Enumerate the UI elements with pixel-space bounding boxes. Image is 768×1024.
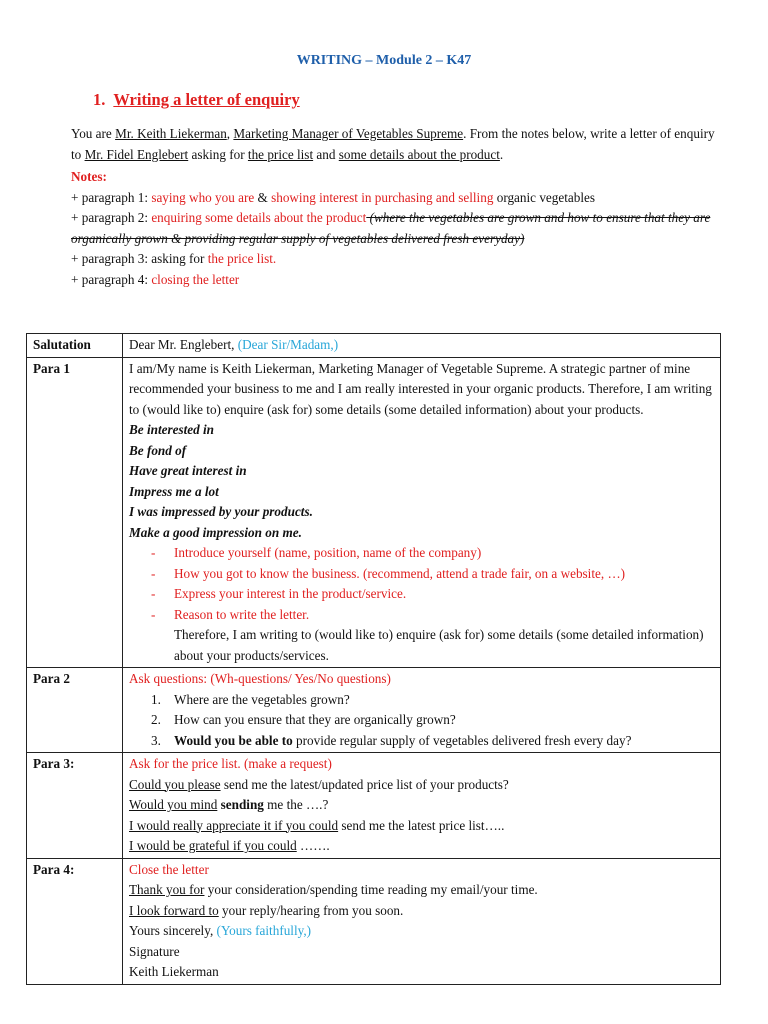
recipient-name: Mr. Fidel Englebert <box>84 146 189 162</box>
para4-cell <box>123 858 721 984</box>
row-label: Para 2 <box>27 668 123 753</box>
phrase: Be interested in <box>129 422 214 437</box>
signer-name: Keith Liekerman <box>129 964 219 979</box>
phrase: Have great interest in <box>129 463 247 478</box>
para1-text: I am/My name is Keith Liekerman, Marketing Manager of Vegetable Supreme. A strategic partner of mine recommended your business to me and I am really interested in your organic products. Therefore, I am writing to (would like to) enquire (ask for) some details (some detailed information) about your products. <box>129 360 712 417</box>
list-item: 3. Would you be able to provide regular supply of vegetables delivered fresh every day? <box>151 732 632 748</box>
table-row <box>27 668 721 753</box>
closing-line: Yours sincerely, (Yours faithfully,) <box>129 923 312 938</box>
row-label: Para 3: <box>27 753 123 859</box>
closing-line: Thank you for your consideration/spending time reading my email/your time. <box>129 882 538 897</box>
details-phrase: some details about the product <box>338 146 500 162</box>
table-row <box>27 858 721 984</box>
list-item: - Reason to write the letter. <box>151 606 310 622</box>
section-label: Writing a letter of enquiry <box>113 90 300 109</box>
task-instructions <box>71 124 721 290</box>
para4-intro: Close the letter <box>129 861 209 877</box>
struck-text: (where the vegetables are grown and how to ensure that they are organically grown & providing regular supply of vegetables delivered fresh everyday) <box>71 210 711 246</box>
notes-label: Notes: <box>71 169 107 184</box>
writer-role: Marketing Manager of Vegetables Supreme <box>233 126 464 141</box>
phrase: Impress me a lot <box>129 483 219 499</box>
para1-closing: Therefore, I am writing to (would like to) enquire (ask for) some details (some detailed information) about your products/services. <box>174 627 704 663</box>
table-row <box>27 357 721 668</box>
row-label: Para 4: <box>27 858 123 984</box>
note-paragraph-1: + paragraph 1: saying who you are & showing interest in purchasing and selling organic vegetables <box>71 189 595 205</box>
list-item: 1. Where are the vegetables grown? <box>151 691 350 707</box>
request-line: I would be grateful if you could ……. <box>129 838 330 853</box>
section-heading <box>93 90 300 110</box>
section-number: 1. <box>93 90 106 109</box>
table-row <box>27 334 721 358</box>
request-line: Would you mind sending me the ….? <box>129 797 329 812</box>
closing-line: I look forward to your reply/hearing from you soon. <box>129 902 404 918</box>
row-label: Salutation <box>27 334 123 358</box>
list-item: - Express your interest in the product/service. <box>151 586 407 601</box>
phrase: I was impressed by your products. <box>129 504 313 519</box>
note-paragraph-3: + paragraph 3: asking for the price list. <box>71 251 277 266</box>
note-paragraph-2: + paragraph 2: enquiring some details about the product (where the vegetables are grown and how to ensure that they are organically grown & providing regular supply of vegetables delivered fresh everyday) <box>71 210 711 246</box>
price-list-phrase: the price list <box>247 146 314 162</box>
letter-structure-table <box>26 333 721 985</box>
signature-line: Signature <box>129 943 180 959</box>
salutation-cell: Dear Mr. Englebert, (Dear Sir/Madam,) <box>123 334 721 358</box>
phrase: Make a good impression on me. <box>129 524 302 540</box>
table-row <box>27 753 721 859</box>
note-paragraph-4: + paragraph 4: closing the letter <box>71 271 240 287</box>
list-item: - Introduce yourself (name, position, name of the company) <box>151 545 482 560</box>
request-line: Could you please send me the latest/updated price list of your products? <box>129 776 509 792</box>
para2-cell <box>123 668 721 753</box>
phrase: Be fond of <box>129 442 187 458</box>
row-label: Para 1 <box>27 357 123 668</box>
document-title: WRITING – Module 2 – K47 <box>296 53 472 68</box>
para1-cell <box>123 357 721 668</box>
task-paragraph: You are Mr. Keith Liekerman, Marketing Manager of Vegetables Supreme. From the notes below, write a letter of enquiry to Mr. Fidel Englebert asking for the price list and some details about the product. <box>71 126 715 162</box>
list-item: - How you got to know the business. (recommend, attend a trade fair, on a website, …) <box>151 565 626 581</box>
para2-intro: Ask questions: (Wh-questions/ Yes/No questions) <box>129 671 391 686</box>
para3-intro: Ask for the price list. (make a request) <box>129 756 332 771</box>
request-line: I would really appreciate it if you could send me the latest price list….. <box>129 817 505 833</box>
para3-cell <box>123 753 721 859</box>
writer-name: Mr. Keith Liekerman <box>115 126 227 141</box>
list-item: 2. How can you ensure that they are organically grown? <box>151 712 456 727</box>
